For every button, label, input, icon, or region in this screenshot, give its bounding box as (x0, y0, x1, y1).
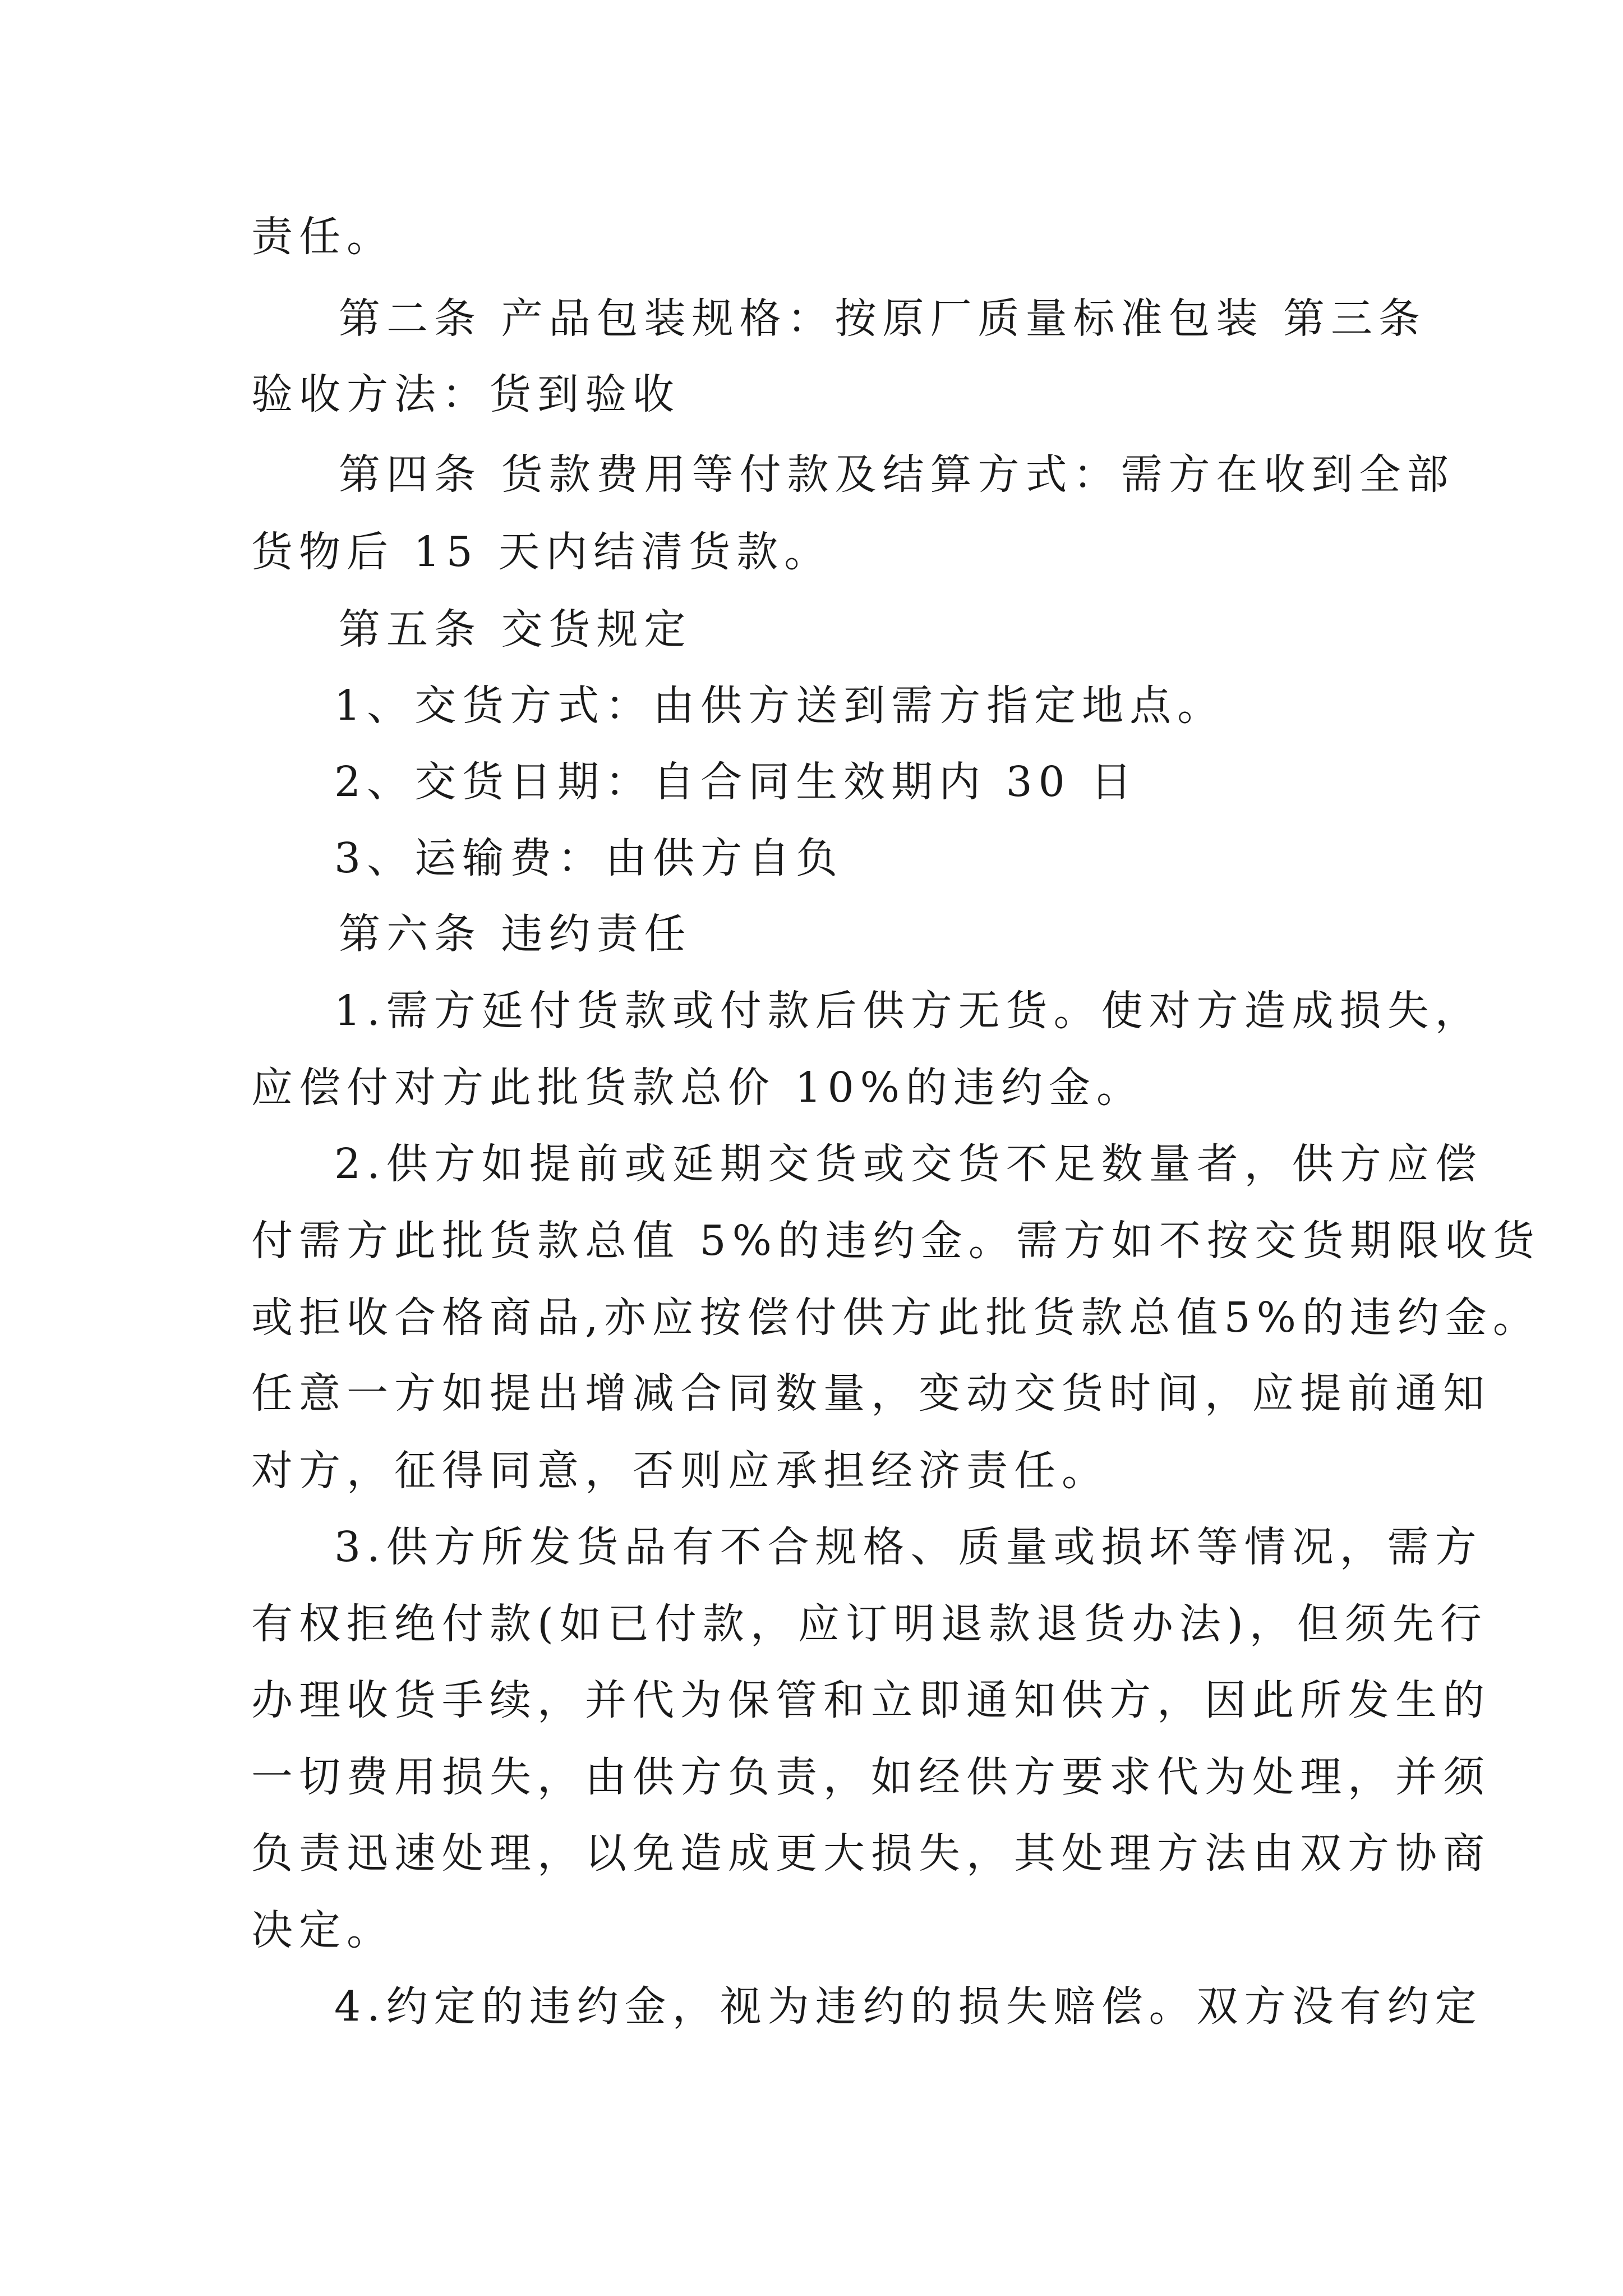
text-line-9: 3、运输费：由供方自负 (334, 834, 844, 882)
text-line-14: 付需方此批货款总值 5%的违约金。需方如不按交货期限收货 (251, 1217, 1541, 1265)
text-line-10: 第六条 违约责任 (339, 910, 692, 958)
text-line-19: 有权拒绝付款(如已付款，应订明退款退货办法)，但须先行 (251, 1600, 1488, 1648)
text-line-18: 3.供方所发货品有不合规格、质量或损坏等情况，需方 (334, 1523, 1483, 1571)
text-line-7: 1、交货方式：由供方送到需方指定地点。 (334, 682, 1225, 730)
text-line-23: 决定。 (251, 1906, 394, 1954)
text-line-13: 2.供方如提前或延期交货或交货不足数量者，供方应偿 (334, 1140, 1483, 1188)
text-line-12: 应偿付对方此批货款总价 10%的违约金。 (251, 1064, 1144, 1112)
text-line-8: 2、交货日期：自合同生效期内 30 日 (334, 758, 1138, 806)
text-line-24: 4.约定的违约金，视为违约的损失赔偿。双方没有约定 (334, 1982, 1483, 2031)
text-line-22: 负责迅速处理，以免造成更大损失，其处理方法由双方协商 (251, 1829, 1491, 1878)
text-line-21: 一切费用损失，由供方负责，如经供方要求代为处理，并须 (251, 1753, 1491, 1801)
text-line-3: 验收方法：货到验收 (251, 370, 680, 418)
text-line-4: 第四条 货款费用等付款及结算方式：需方在收到全部 (339, 450, 1455, 499)
text-line-6: 第五条 交货规定 (339, 605, 692, 654)
text-line-1: 责任。 (251, 213, 394, 261)
text-line-2: 第二条 产品包装规格：按原厂质量标准包装 第三条 (339, 295, 1427, 343)
text-line-15: 或拒收合格商品,亦应按偿付供方此批货款总值5%的违约金。 (251, 1294, 1541, 1342)
text-line-20: 办理收货手续，并代为保管和立即通知供方，因此所发生的 (251, 1676, 1491, 1724)
text-line-17: 对方，征得同意，否则应承担经济责任。 (251, 1447, 1109, 1495)
text-line-11: 1.需方延付货款或付款后供方无货。使对方造成损失， (334, 987, 1483, 1035)
text-line-5: 货物后 15 天内结清货款。 (251, 528, 832, 576)
text-line-16: 任意一方如提出增减合同数量，变动交货时间，应提前通知 (251, 1369, 1491, 1418)
